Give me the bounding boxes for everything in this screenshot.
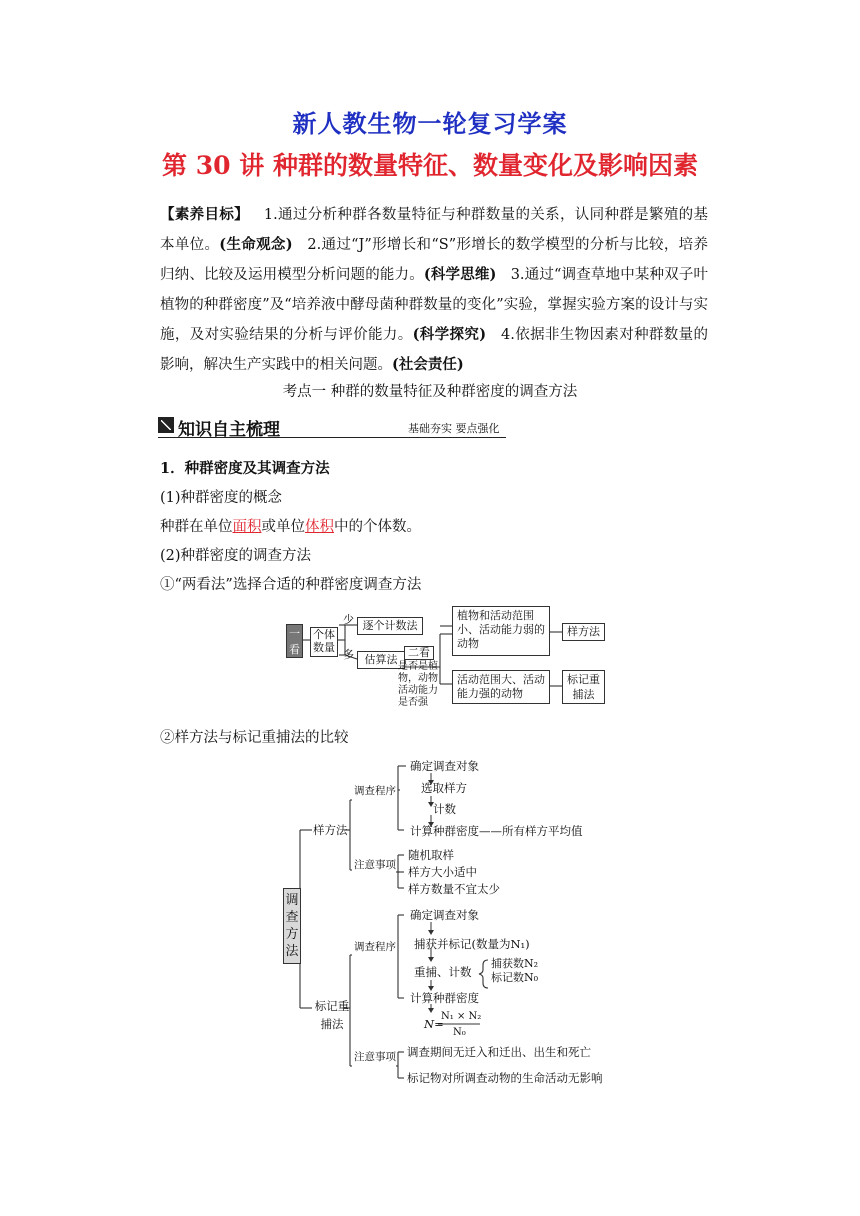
banner-title: 知识自主梳理 bbox=[178, 420, 280, 440]
goals-label: 【素养目标】 bbox=[160, 206, 250, 223]
question-label: 是否是植物，动物活动能力是否强 bbox=[398, 661, 438, 708]
quadrat-note-1: 随机取样 bbox=[408, 848, 454, 862]
goal-2: 2.通过“J”形增长和“S”形增长的数学模型的分析与比较，培养归纳、比较及运用模型分析问题的能力。 bbox=[160, 237, 708, 283]
quadrat-note-2: 样方大小适中 bbox=[408, 865, 477, 879]
banner-subtitle: 基础夯实 要点强化 bbox=[408, 422, 500, 435]
caption-two-look: ①“两看法”选择合适的种群密度调查方法 bbox=[160, 577, 422, 593]
formula-denominator: N₀ bbox=[453, 1027, 466, 1038]
quadrat-method-box: 样方法 bbox=[562, 623, 605, 641]
quadrat-step-1: 确定调查对象 bbox=[410, 759, 479, 773]
plants-box: 植物和活动范围小、活动能力弱的动物 bbox=[452, 606, 550, 656]
answer-volume: 体积 bbox=[305, 519, 334, 535]
mark-step-2: 捕获并标记(数量为N₁) bbox=[414, 937, 530, 951]
mark-step-3: 重捕、计数 bbox=[414, 965, 472, 979]
goal-4-tag: (社会责任) bbox=[392, 356, 464, 373]
goal-1: 1.通过分析种群各数量特征与种群数量的关系，认同种群是繁殖的基本单位。 bbox=[160, 207, 708, 253]
quadrat-step-3: 计数 bbox=[433, 802, 456, 816]
heading-1: 1．种群密度及其调查方法 bbox=[160, 460, 330, 477]
label-many: 多 bbox=[343, 648, 354, 661]
caption-comparison: ②样方法与标记重捕法的比较 bbox=[160, 730, 349, 746]
lecture-title: 第 30 讲 种群的数量特征、数量变化及影响因素 bbox=[162, 151, 698, 180]
goal-1-tag: (生命观念) bbox=[219, 236, 293, 253]
goal-2-tag: (科学思维) bbox=[423, 266, 497, 283]
mark-note-2: 标记物对所调查动物的生命活动无影响 bbox=[407, 1071, 603, 1085]
definition-text-c: 中的个体数。 bbox=[334, 519, 421, 535]
mark-notes-label: 注意事项 bbox=[354, 1051, 396, 1063]
section-heading: 考点一 种群的数量特征及种群密度的调查方法 bbox=[282, 384, 578, 400]
survey-methods-box: 调查方法 bbox=[283, 888, 301, 964]
quadrat-step-4: 计算种群密度——所有样方平均值 bbox=[410, 824, 583, 838]
goal-4: 4.依据非生物因素对种群数量的影响，解决生产实践中的相关问题。 bbox=[160, 327, 708, 373]
heading-1-1: (1)种群密度的概念 bbox=[160, 490, 283, 506]
individual-count-box: 个体数量 bbox=[310, 627, 338, 657]
quadrat-notes-label: 注意事项 bbox=[354, 859, 396, 871]
goal-3: 3.通过“调查草地中某种双子叶植物的种群密度”及“培养液中酵母菌种群数量的变化”实验，掌握实验方案的设计与实施，及对实验结果的分析与评价能力。 bbox=[160, 267, 708, 343]
mark-step-4: 计算种群密度 bbox=[410, 991, 479, 1005]
answer-area: 面积 bbox=[232, 519, 262, 535]
quadrat-method-label: 样方法 bbox=[313, 823, 348, 837]
first-look-box: 一看 bbox=[286, 624, 303, 658]
definition-text-b: 或单位 bbox=[261, 519, 305, 535]
heading-1-2: (2)种群密度的调查方法 bbox=[160, 548, 312, 564]
quadrat-note-3: 样方数量不宜太少 bbox=[408, 882, 500, 896]
label-few: 少 bbox=[343, 613, 354, 626]
mark-recapture-label: 标记重捕法 bbox=[314, 999, 350, 1031]
mark-step-1: 确定调查对象 bbox=[410, 908, 479, 922]
recapture-count: 捕获数N₂ bbox=[491, 957, 539, 970]
direct-count-box: 逐个计数法 bbox=[357, 617, 423, 635]
definition-text-a: 种群在单位 bbox=[160, 519, 233, 535]
animals-box: 活动范围大、活动能力强的动物 bbox=[452, 670, 550, 704]
mark-note-1: 调查期间无迁入和迁出、出生和死亡 bbox=[407, 1045, 591, 1059]
mark-procedure-label: 调查程序 bbox=[354, 941, 396, 953]
mark-recapture-box: 标记重捕法 bbox=[562, 670, 605, 704]
formula-lhs: N= bbox=[424, 1017, 444, 1031]
quadrat-step-2: 选取样方 bbox=[421, 781, 467, 795]
second-look-box: 二看 bbox=[404, 646, 434, 660]
document-title: 新人教生物一轮复习学案 bbox=[292, 109, 568, 138]
marked-count: 标记数N₀ bbox=[491, 971, 539, 984]
quadrat-procedure-label: 调查程序 bbox=[354, 785, 396, 797]
estimate-box: 估算法 bbox=[357, 651, 405, 669]
formula-numerator: N₁ × N₂ bbox=[441, 1011, 482, 1022]
goal-3-tag: (科学探究) bbox=[412, 326, 487, 343]
